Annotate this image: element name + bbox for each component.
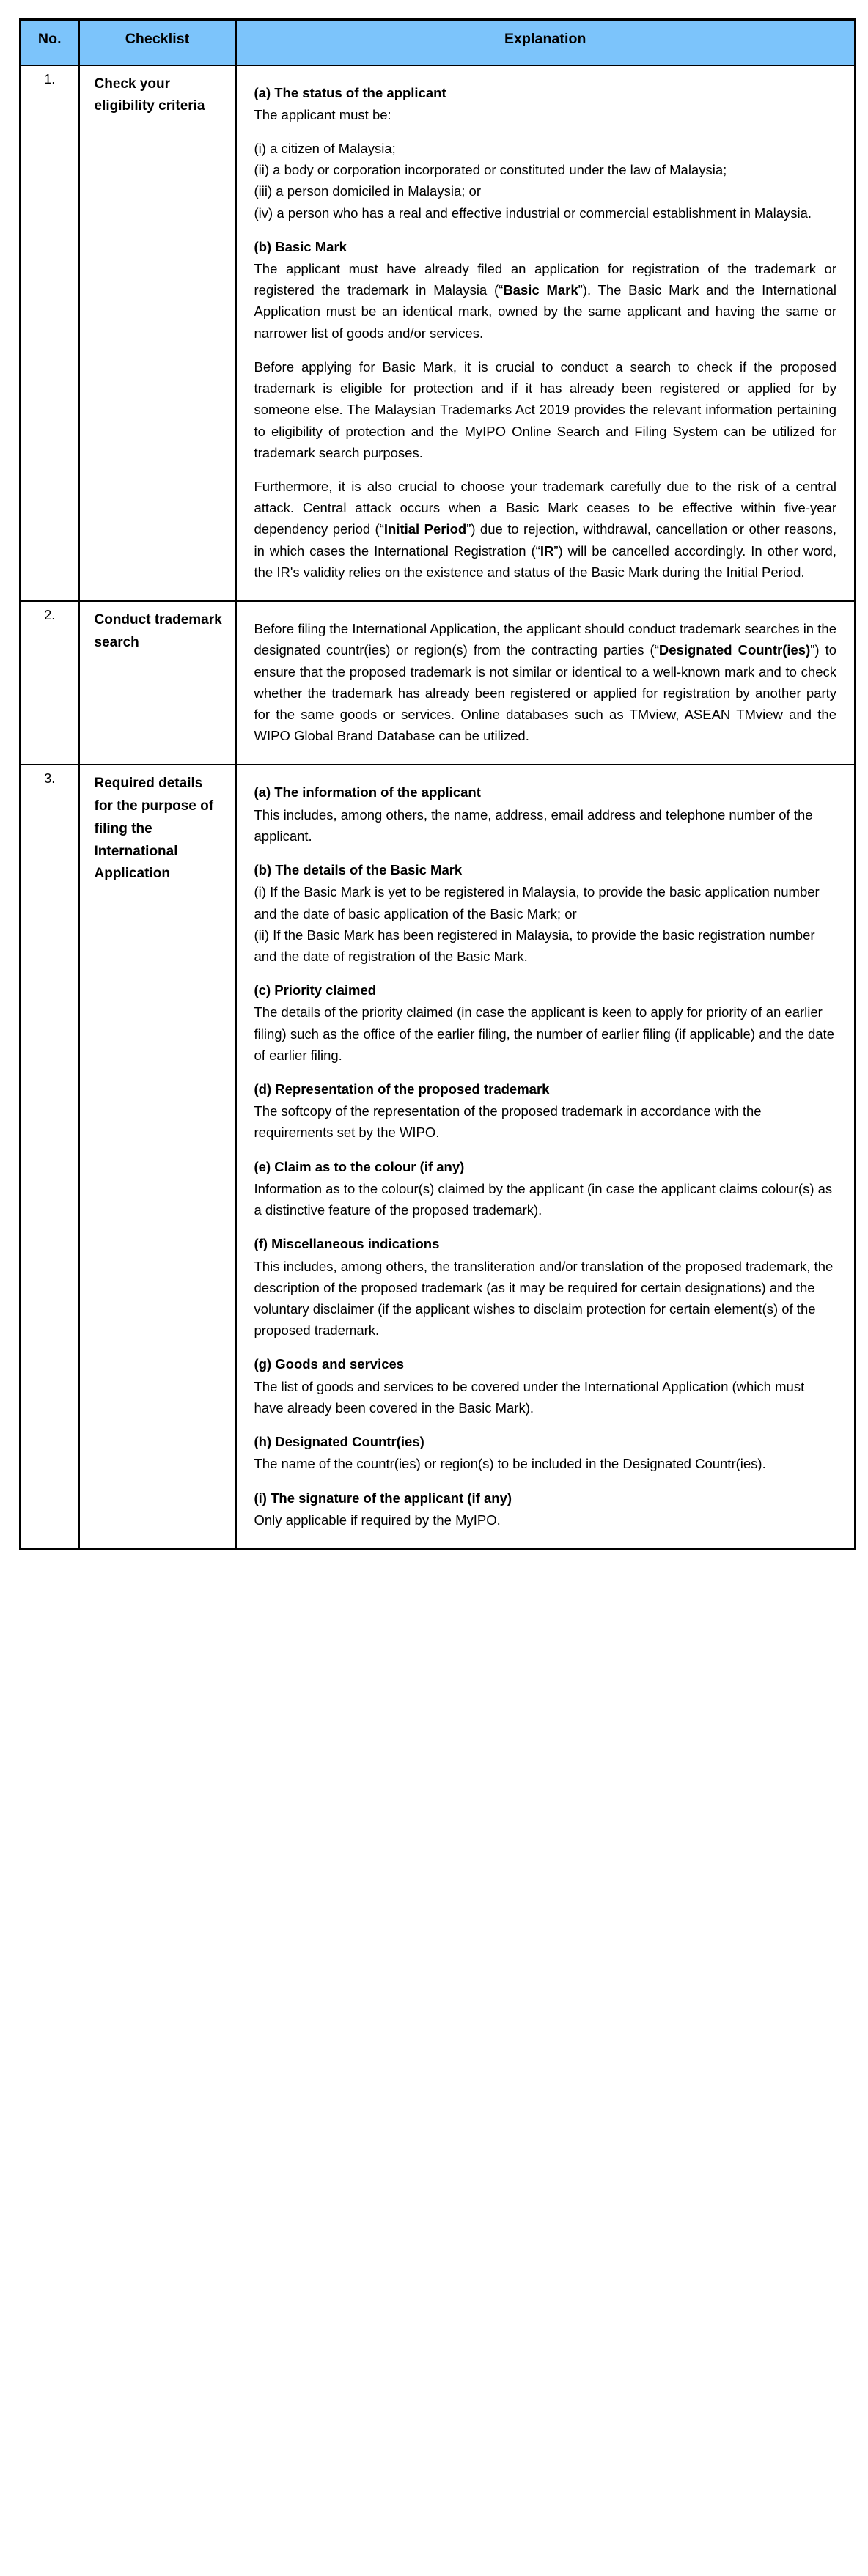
table-body (21, 65, 856, 1550)
explanation-list-item: (i) a citizen of Malaysia; (254, 140, 396, 156)
explanation-subtext: The applicant must be: (254, 106, 391, 122)
row-number: 3. (21, 765, 79, 1549)
table-header-row (21, 20, 856, 65)
table-header (21, 20, 856, 65)
explanation-paragraph: Furthermore, it is also crucial to choose your trademark carefully due to the risk of a central attack. Central attack occurs when a Basic Mark ceases to be effective within five-year dependency period (“Initial Period”) due to rejection, withdrawal, cancellation or other reasons, in which cases the International Registration (“IR”) will be cancelled accordingly. In other word, the IR's validity relies on the existence and status of the Basic Mark during the Initial Period. (254, 479, 836, 580)
explanation-list-item: (iv) a person who has a real and effective industrial or commercial establishment in Malaysia. (254, 205, 812, 221)
table-row (21, 601, 856, 765)
explanation-subtext: The softcopy of the representation of the proposed trademark in accordance with the requirements set by the WIPO. (254, 1103, 762, 1141)
checklist-label: Conduct trademark search (79, 601, 236, 765)
explanation-heading: (b) The details of the Basic Mark (254, 862, 463, 878)
explanation-subtext: The name of the countr(ies) or region(s) to be included in the Designated Countr(ies). (254, 1456, 766, 1472)
explanation-heading: (f) Miscellaneous indications (254, 1236, 440, 1252)
explanation-heading: (i) The signature of the applicant (if any) (254, 1490, 512, 1506)
explanation-subtext: Information as to the colour(s) claimed by the applicant (in case the applicant claims colour(s) as a distinctive feature of the proposed trademark). (254, 1180, 833, 1218)
column-header-explanation: Explanation (236, 20, 856, 65)
explanation-subtext: Only applicable if required by the MyIPO. (254, 1512, 501, 1528)
explanation-heading: (a) The information of the applicant (254, 784, 481, 801)
explanation-cell (236, 765, 856, 1549)
explanation-paragraph: The applicant must have already filed an application for registration of the trademark or registered the trademark in Malaysia (“Basic Mark”). The Basic Mark and the International Application must be an identical mark, owned by the same applicant and having the same or narrower list of goods and/or services. (254, 261, 836, 341)
explanation-subtext: The list of goods and services to be covered under the International Application (which must have already been covered in the Basic Mark). (254, 1378, 805, 1416)
explanation-heading: (c) Priority claimed (254, 982, 377, 998)
table-row (21, 765, 856, 1549)
explanation-heading: (d) Representation of the proposed trademark (254, 1081, 550, 1097)
explanation-cell (236, 65, 856, 602)
explanation-cell (236, 601, 856, 765)
column-header-checklist: Checklist (79, 20, 236, 65)
column-header-no: No. (21, 20, 79, 65)
explanation-subtext: The details of the priority claimed (in case the applicant is keen to apply for priority of an earlier filing) such as the office of the earlier filing, the number of earlier filing (if applicable) and the date of earlier filing. (254, 1004, 834, 1063)
explanation-subtext: This includes, among others, the name, address, email address and telephone number of the applicant. (254, 806, 813, 844)
explanation-heading: (g) Goods and services (254, 1356, 405, 1372)
explanation-heading: (h) Designated Countr(ies) (254, 1434, 424, 1450)
explanation-paragraph: Before filing the International Application, the applicant should conduct trademark searches in the designated countr(ies) or region(s) from the contracting parties (“Designated Countr(ies)”) to ensure that the proposed trademark is not similar or identical to a well-known mark and to check whether the trademark has already been registered or applied for registration by another party for the same goods or services. Online databases such as TMview, ASEAN TMview and the WIPO Global Brand Database can be utilized. (254, 621, 836, 744)
explanation-heading: (e) Claim as to the colour (if any) (254, 1158, 465, 1174)
checklist-label: Check your eligibility criteria (79, 65, 236, 602)
checklist-table (19, 18, 856, 1550)
explanation-subtext: This includes, among others, the transliteration and/or translation of the proposed trademark, the description of the proposed trademark (as it may be required for certain designations) and the voluntary disclaimer (if the applicant wishes to disclaim protection for certain element(s) of the proposed trademark. (254, 1258, 834, 1339)
explanation-list-item: (i) If the Basic Mark is yet to be registered in Malaysia, to provide the basic application number and the date of basic application of the Basic Mark; or (254, 884, 820, 921)
explanation-list-item: (ii) a body or corporation incorporated or constituted under the law of Malaysia; (254, 162, 727, 178)
explanation-heading: (a) The status of the applicant (254, 84, 446, 100)
explanation-paragraph: Before applying for Basic Mark, it is crucial to conduct a search to check if the proposed trademark is eligible for protection and if it has already been registered or applied for by someone else. The Malaysian Trademarks Act 2019 provides the relevant information pertaining to eligibility of protection and the MyIPO Online Search and Filing System can be utilized for trademark search purposes. (254, 358, 836, 460)
explanation-heading: (b) Basic Mark (254, 238, 347, 254)
explanation-list-item: (iii) a person domiciled in Malaysia; or (254, 183, 481, 199)
row-number: 2. (21, 601, 79, 765)
checklist-label: Required details for the purpose of filing the International Application (79, 765, 236, 1549)
row-number: 1. (21, 65, 79, 602)
table-row (21, 65, 856, 602)
explanation-list-item: (ii) If the Basic Mark has been registered in Malaysia, to provide the basic registration number and the date of registration of the Basic Mark. (254, 927, 815, 964)
